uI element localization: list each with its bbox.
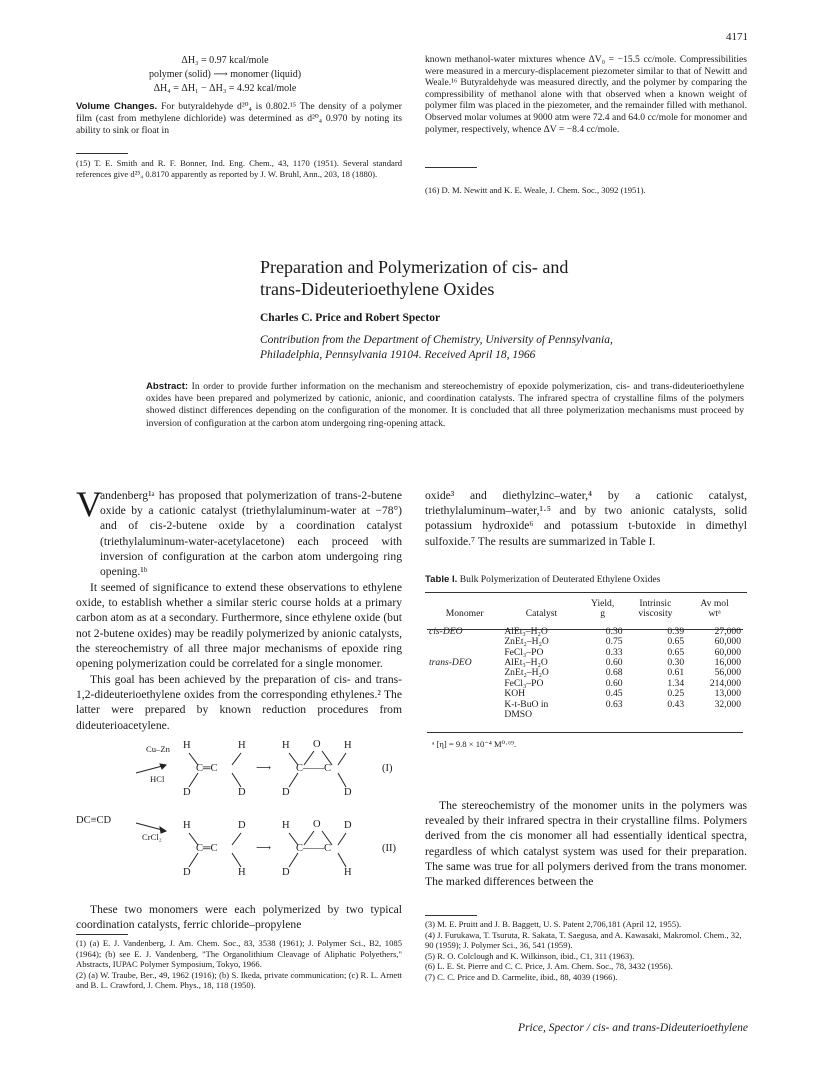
cell-yield: 0.68 [605, 667, 623, 679]
cell-yield: 0.60 [605, 677, 623, 689]
footnote-rule-right-bottom [425, 915, 477, 916]
atom-h: H [344, 740, 352, 751]
atom-o: O [313, 739, 321, 750]
atom-h: H [282, 740, 290, 751]
cell-molwt: 214,000 [709, 677, 741, 689]
cell-catalyst: DMSO [504, 709, 533, 721]
cell-catalyst: ZnEt₂–H₂O [504, 636, 549, 648]
footnote-rule-left [76, 153, 128, 154]
footnote-6: (6) L. E. St. Pierre and C. C. Price, J. Am. Chem. Soc., 78, 3432 (1956). [425, 961, 673, 972]
cell-yield: 0.75 [605, 636, 623, 648]
atom-d: D [183, 787, 191, 798]
table-rule-top [425, 592, 747, 593]
abstract-label: Abstract: [146, 381, 189, 392]
atom-h: H [282, 820, 290, 831]
table-body [427, 624, 743, 721]
page-number: 4171 [726, 31, 748, 43]
cell-viscosity: 0.65 [667, 646, 685, 658]
footnote-15: (15) T. E. Smith and R. F. Bonner, Ind. Eng. Chem., 43, 1170 (1951). Several standard references give d²⁵₄ 0.8170 apparently as reported by J. W. Bruhl, Ann., 203, 18 (1880). [76, 158, 402, 179]
cell-viscosity: 0.30 [667, 657, 685, 669]
cell-molwt: 27,000 [714, 625, 741, 637]
cell-catalyst: AlEt₃–H₂O [504, 657, 548, 669]
cell-catalyst: FeCl₃–PO [504, 677, 544, 689]
alkene-cc: C═C [196, 763, 218, 774]
cell-catalyst: ZnEt₂–H₂O [504, 667, 549, 679]
running-footer: Price, Spector / cis- and trans-Dideuterioethylene [518, 1022, 748, 1034]
cell-viscosity: 0.65 [667, 636, 685, 648]
header-monomer: Monomer [445, 608, 484, 620]
cell-viscosity: 0.61 [667, 667, 685, 679]
footnote-2: (2) (a) W. Traube, Ber., 49, 1962 (1916); (b) S. Ikeda, private communication; (c) R. L. Arnett and B. L. Crawford, J. Chem. Phys., 18, 118 (1950). [76, 969, 402, 991]
footnotes-left [76, 938, 402, 991]
volume-changes-head: Volume Changes. [76, 101, 158, 112]
table-rule-header [427, 629, 743, 630]
table-row [427, 658, 743, 668]
atom-h: H [344, 867, 352, 878]
footnote-1: (1) (a) E. J. Vandenberg, J. Am. Chem. Soc., 83, 3538 (1961); J. Polymer Sci., B2, 1085 (1964); (b) see E. J. Vandenberg, "The Organolithium Cleavage of Aliphatic Polyethers," Abstracts, IUPAC Polymer Symposium, Tokyo, 1966. [76, 938, 402, 970]
article-title: Preparation and Polymerization of cis- and trans-Dideuterioethylene Oxides [260, 257, 569, 299]
cell-viscosity: 1.34 [667, 677, 685, 689]
equation-reaction: polymer (solid) ⟶ monomer (liquid) [148, 69, 302, 80]
reaction-scheme [76, 735, 406, 895]
cell-viscosity: 0.39 [667, 625, 685, 637]
table-row [427, 689, 743, 699]
cell-catalyst: KOH [504, 688, 526, 700]
cell-molwt: 32,000 [714, 698, 741, 710]
contribution: Contribution from the Department of Chemistry, University of Pennsylvania, Philadelphia, Pennsylvania 19104. Received April 18, 1966 [260, 334, 613, 361]
label-I: (I) [382, 763, 393, 774]
arrow: ⟶ [256, 763, 272, 774]
atom-d: D [282, 867, 290, 878]
body-right-para-1: oxide³ and diethylzinc–water,⁴ by a cationic catalyst, triethylaluminum–water,¹·⁵ and by two anionic catalysts, solid potassium hydroxide⁶ and potassium t-butoxide in dimethyl sulfoxide.⁷ The results are summarized in Table I. [425, 489, 747, 548]
equation-dh3: ΔH₃ = 0.97 kcal/mole [181, 55, 269, 66]
reagent-hcl: HCl [150, 774, 165, 784]
table-row [427, 679, 743, 689]
table-rule-bottom [427, 732, 743, 733]
header-catalyst: Catalyst [525, 608, 558, 620]
header-viscosity: viscosity [638, 608, 673, 620]
body-para-3: This goal has been achieved by the preparation of cis- and trans-1,2-dideuterioethylene oxides from the corresponding ethylenes.² The latter were prepared by known reduction procedures from dideuterioacetylene. [76, 673, 402, 732]
body-para-4: These two monomers were each polymerized by two typical coordination catalysts, ferric chloride–propylene [76, 903, 402, 932]
reagent-cu-zn: Cu–Zn [146, 744, 170, 754]
footnote-5: (5) R. O. Colclough and K. Wilkinson, ibid., C1, 311 (1963). [425, 950, 635, 961]
footnote-rule-left-bottom [76, 934, 128, 935]
body-right-para-2: The stereochemistry of the monomer units in the polymers was revealed by their infrared spectra in their crystalline films. Polymers derived from the cis monomer all had essentially identical spectra, regardless of which catalyst system was used for their preparation. The same was true for all polymers derived from the trans monomer. The marked differences between the [425, 799, 747, 889]
label-II: (II) [382, 843, 396, 854]
cell-monomer [427, 700, 502, 710]
atom-d: D [344, 787, 352, 798]
table-row [427, 668, 743, 678]
cell-catalyst: AlEt₃–H₂O [504, 625, 548, 637]
arrow: ⟶ [256, 843, 272, 854]
atom-h: H [183, 740, 191, 751]
cell-viscosity: 0.25 [667, 688, 685, 700]
footnotes-right [425, 919, 747, 983]
reagent-crcl2: CrCl₂ [142, 832, 162, 842]
atom-d: D [344, 820, 352, 831]
table-row [427, 624, 743, 637]
footnote-3: (3) M. E. Pruitt and J. B. Baggett, U. S. Patent 2,706,181 (April 12, 1955). [425, 919, 682, 929]
header-yield: Yield, [591, 598, 615, 609]
footnote-7: (7) C. C. Price and D. Carmelite, ibid., 88, 4039 (1966). [425, 971, 618, 982]
body-para-1a: andenberg¹ᵃ has proposed that polymerization of trans-2-butene oxide by a cationic catalyst (triethylaluminum-water at −78°) and of cis-2-butene oxide by a coordination catalyst (triethylaluminum-water-acetylacetone) each proceed with inversion of configuration at the carbon atom undergoing ring opening.¹ᵇ [100, 489, 402, 579]
atom-h: H [183, 820, 191, 831]
atom-d: D [183, 867, 191, 878]
cell-yield: 0.63 [605, 698, 623, 710]
atom-h: H [238, 740, 246, 751]
header-intrinsic: Intrinsic [639, 598, 672, 609]
authors: Charles C. Price and Robert Spector [260, 312, 441, 324]
atom-h: H [238, 867, 246, 878]
alkene-cc: C═C [196, 843, 218, 854]
cell-yield: 0.60 [605, 657, 623, 669]
header-g: g [600, 608, 606, 620]
header-wt: wtᵃ [708, 608, 721, 620]
atom-d: D [238, 787, 246, 798]
cell-monomer [427, 689, 502, 699]
cell-monomer [427, 668, 502, 678]
footnote-4: (4) J. Furukawa, T. Tsuruta, R. Sakata, T. Saegusa, and A. Kawasaki, Makromol. Chem., 32, 90 (1959); J. Polymer Sci., 36, 541 (1959). [425, 929, 742, 951]
cell-monomer [427, 637, 502, 647]
table-row [427, 648, 743, 658]
table-caption: Table I. Bulk Polymerization of Deuterated Ethylene Oxides [425, 574, 661, 585]
dideuterioacetylene: DC≡CD [76, 815, 112, 826]
cell-molwt: 16,000 [714, 657, 741, 669]
table-row [427, 700, 743, 710]
cell-molwt: 13,000 [714, 688, 741, 700]
cell-viscosity: 0.43 [667, 698, 685, 710]
epoxide-cc: C——C [296, 763, 332, 774]
volume-changes-paragraph: Volume Changes. For butyraldehyde d²⁰₄ is 0.802.¹⁵ The density of a polymer film (cast from methylene dichloride) was determined as d²⁰₄ 0.970 by noting its ability to sink or float in [76, 101, 402, 137]
header-avmol: Av mol [700, 598, 729, 609]
cell-monomer [427, 710, 502, 720]
cell-monomer: trans-DEO [429, 657, 472, 669]
drop-cap: V [76, 484, 102, 524]
cell-catalyst: FeCl₃–PO [504, 646, 544, 658]
cell-monomer: cis-DEO [429, 625, 463, 637]
cell-yield: 0.45 [605, 688, 623, 700]
cell-molwt: 60,000 [714, 646, 741, 658]
equation-dh4: ΔH₄ = ΔH₁ − ΔH₃ = 4.92 kcal/mole [153, 83, 297, 94]
epoxide-cc: C——C [296, 843, 332, 854]
cell-molwt: 60,000 [714, 636, 741, 648]
cell-yield: 0.33 [605, 646, 623, 658]
cell-yield [581, 710, 625, 720]
atom-d: D [238, 820, 246, 831]
table-header-row-2 [427, 609, 743, 623]
footnote-16: (16) D. M. Newitt and K. E. Weale, J. Chem. Soc., 3092 (1951). [425, 185, 646, 195]
table-row [427, 710, 743, 720]
body-para-2: It seemed of significance to extend these observations to ethylene oxide, to establish whether a similar steric course holds at a primary carbon atom as at a secondary. Furthermore, since ethylene oxide (but not 2-butene oxides) may be readily polymerized by anionic catalysts, the stereochemistry of all three major mechanisms of epoxide ring opening polymerization could be correlated for a single monomer. [76, 581, 402, 671]
abstract: Abstract: In order to provide further information on the mechanism and stereochemistry of epoxide polymerization, cis- and trans-dideuterioethylene oxides have been prepared and polymerized by cationic, anionic, and coordination catalysts. The infrared spectra of crystalline films of the polymers showed distinct differences depending on the configuration of the monomer. It is concluded that all three polymerization mechanisms must proceed by inversion of configuration at the carbon atom undergoing ring-opening attack. [146, 381, 744, 429]
atom-d: D [282, 787, 290, 798]
cell-catalyst: K-t-BuO in [504, 698, 549, 710]
cell-monomer [427, 679, 502, 689]
footnote-rule-right [425, 167, 477, 168]
polymerization-table [427, 599, 743, 720]
cell-viscosity [625, 710, 687, 720]
atom-o: O [313, 819, 321, 830]
table-row [427, 637, 743, 647]
cell-yield: 0.30 [605, 625, 623, 637]
compressibility-paragraph: known methanol-water mixtures whence ΔV₀ = −15.5 cc/mole. Compressibilities were measured in a mercury-displacement piezometer similar to that of Newitt and Weale.¹⁶ Butyraldehyde was measured directly, and the polymer by comparing the compressibility of methanol alone with that observed when a known weight of polymer film was placed in the piezometer, and the remainder filled with methanol. Observed molar volumes at 9000 atm were 72.4 and 64.0 cc/mole for monomer and polymer, respectively, whence ΔV = −8.4 cc/mole. [425, 54, 747, 135]
cell-molwt [686, 710, 743, 720]
cell-molwt: 56,000 [714, 667, 741, 679]
table-footnote: ᵃ [η] = 9.8 × 10⁻⁴ M⁰·⁶⁹. [432, 739, 517, 749]
